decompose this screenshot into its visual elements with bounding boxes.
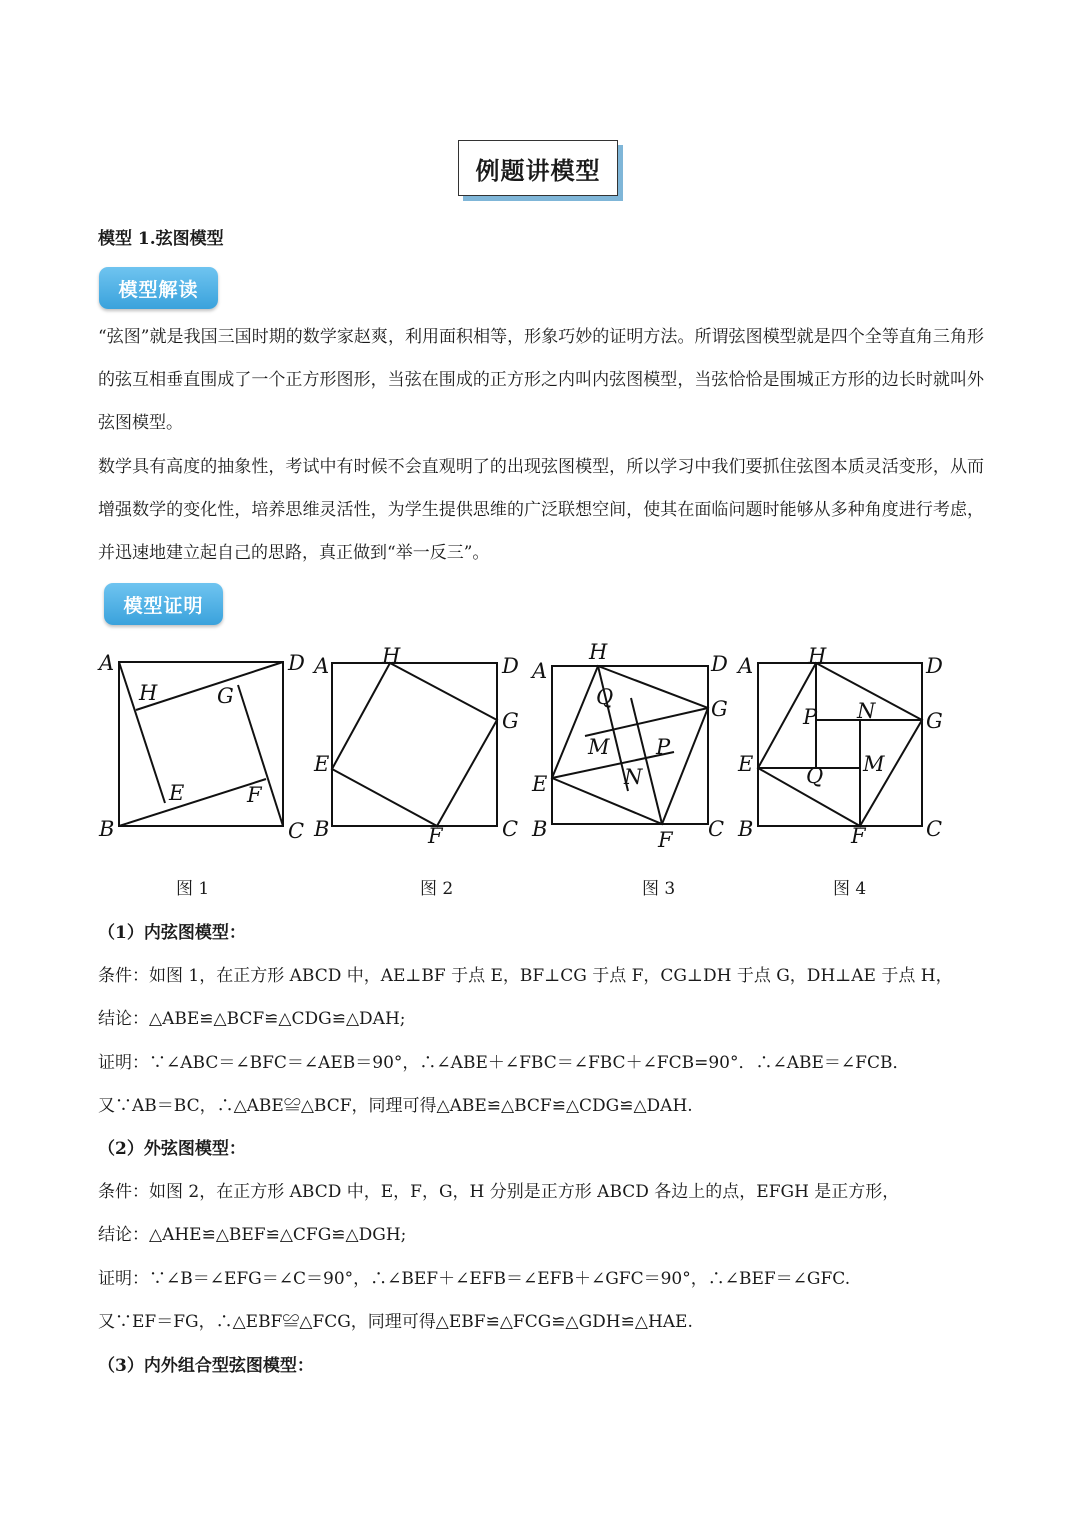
fig1-label-c: C: [288, 819, 305, 840]
fig1-label-f: F: [247, 783, 262, 807]
fig4-label-n: N: [857, 699, 876, 723]
fig3-label-b: B: [532, 817, 548, 841]
fig1-label-b: B: [99, 817, 115, 840]
fig2-label-d: D: [502, 654, 519, 678]
intro-paragraph: “弦图”就是我国三国时期的数学家赵爽，利用面积相等，形象巧妙的证明方法。所谓弦图模型就是四个全等直角三角形的弦互相垂直围成了一个正方形图形，当弦在围成的正方形之内叫内弦图模型，当弦恰恰是围城正方形的边长时就叫外弦图模型。: [98, 327, 984, 433]
fig4-label-q: Q: [806, 764, 824, 788]
fig3-label-a: A: [532, 659, 548, 683]
figure-2: [310, 640, 535, 854]
fig3-label-h: H: [589, 640, 608, 664]
model-title: 模型 1.弦图模型: [98, 229, 224, 249]
fig4-label-d: D: [926, 654, 943, 678]
fig3-label-q: Q: [596, 685, 614, 709]
section1-proof: 证明：∵∠ABC＝∠BFC＝∠AEB＝90°，∴∠ABE＋∠FBC＝∠FBC＋∠FCB=90°．∴∠ABE＝∠FCB．: [98, 1053, 910, 1073]
section1-conclusion: 结论：△ABE≌△BCF≌△CDG≌△DAH;: [98, 1009, 406, 1029]
fig1-label-e: E: [169, 781, 185, 805]
page-title: 例题讲模型: [475, 156, 601, 185]
section3-heading: （3）内外组合型弦图模型：: [98, 1356, 314, 1376]
figure-3-caption: 图 3: [642, 879, 676, 899]
fig3-label-c: C: [708, 817, 725, 841]
fig3-label-n: N: [624, 765, 643, 789]
fig3-label-g: G: [711, 697, 728, 721]
fig4-label-e: E: [738, 752, 754, 776]
fig1-label-a: A: [99, 651, 115, 675]
fig4-label-p: P: [803, 705, 818, 729]
fig2-label-b: B: [314, 817, 330, 841]
figure-1: [95, 640, 315, 844]
fig3-label-f: F: [658, 828, 673, 852]
fig3-label-e: E: [532, 772, 548, 796]
fig2-label-g: G: [502, 709, 519, 733]
fig3-label-m: M: [588, 735, 610, 759]
fig2-label-e: E: [314, 752, 330, 776]
model-proof-badge: 模型证明: [104, 583, 223, 625]
fig3-label-p: P: [656, 735, 671, 759]
fig4-label-g: G: [926, 709, 943, 733]
fig4-label-a: A: [738, 654, 754, 678]
section2-proof: 证明：∵∠B＝∠EFG＝∠C＝90°，∴∠BEF＋∠EFB＝∠EFB＋∠GFC＝90°，∴∠BEF＝∠GFC.: [98, 1269, 851, 1289]
fig4-label-c: C: [926, 817, 943, 841]
fig2-label-f: F: [428, 824, 443, 848]
abstraction-paragraph: 数学具有高度的抽象性，考试中有时候不会直观明了的出现弦图模型，所以学习中我们要抓住弦图本质灵活变形，从而增强数学的变化性，培养思维灵活性，为学生提供思维的广泛联想空间，使其在面临问题时能够从多种角度进行考虑，并迅速地建立起自己的思路，真正做到“举一反三”。: [98, 457, 984, 563]
page-title-box: [458, 140, 618, 196]
section1-heading: （1）内弦图模型：: [98, 923, 246, 943]
fig1-label-d: D: [288, 651, 305, 675]
model-interpretation-badge: 模型解读: [99, 267, 218, 309]
figure-3: [528, 640, 743, 859]
fig2-label-h: H: [382, 644, 401, 668]
figure-1-caption: 图 1: [176, 879, 210, 899]
fig4-label-f: F: [851, 824, 866, 848]
figure-4: [736, 640, 956, 854]
section2-heading: （2）外弦图模型：: [98, 1139, 246, 1159]
fig4-label-h: H: [808, 644, 827, 668]
fig2-label-c: C: [502, 817, 519, 841]
fig1-label-g: G: [217, 684, 234, 708]
fig3-label-d: D: [711, 652, 728, 676]
section1-condition: 条件：如图 1，在正方形 ABCD 中，AE⊥BF 于点 E，BF⊥CG 于点 F，CG⊥DH 于点 G，DH⊥AE 于点 H，: [98, 966, 953, 986]
figure-4-caption: 图 4: [833, 879, 867, 899]
section2-proof-continued: 又∵EF＝FG，∴△EBF≌△FCG，同理可得△EBF≌△FCG≌△GDH≌△HAE.: [98, 1312, 693, 1332]
section1-proof-continued: 又∵AB＝BC，∴△ABE≌△BCF，同理可得△ABE≌△BCF≌△CDG≌△DAH.: [98, 1096, 693, 1116]
fig4-label-b: B: [738, 817, 754, 841]
fig4-label-m: M: [863, 752, 885, 776]
section2-conclusion: 结论：△AHE≌△BEF≌△CFG≌△DGH;: [98, 1225, 407, 1245]
fig1-label-h: H: [139, 681, 158, 705]
section2-condition: 条件：如图 2，在正方形 ABCD 中，E，F，G，H 分别是正方形 ABCD 各边上的点，EFGH 是正方形，: [98, 1182, 900, 1202]
figure-2-caption: 图 2: [420, 879, 454, 899]
fig2-label-a: A: [314, 654, 330, 678]
